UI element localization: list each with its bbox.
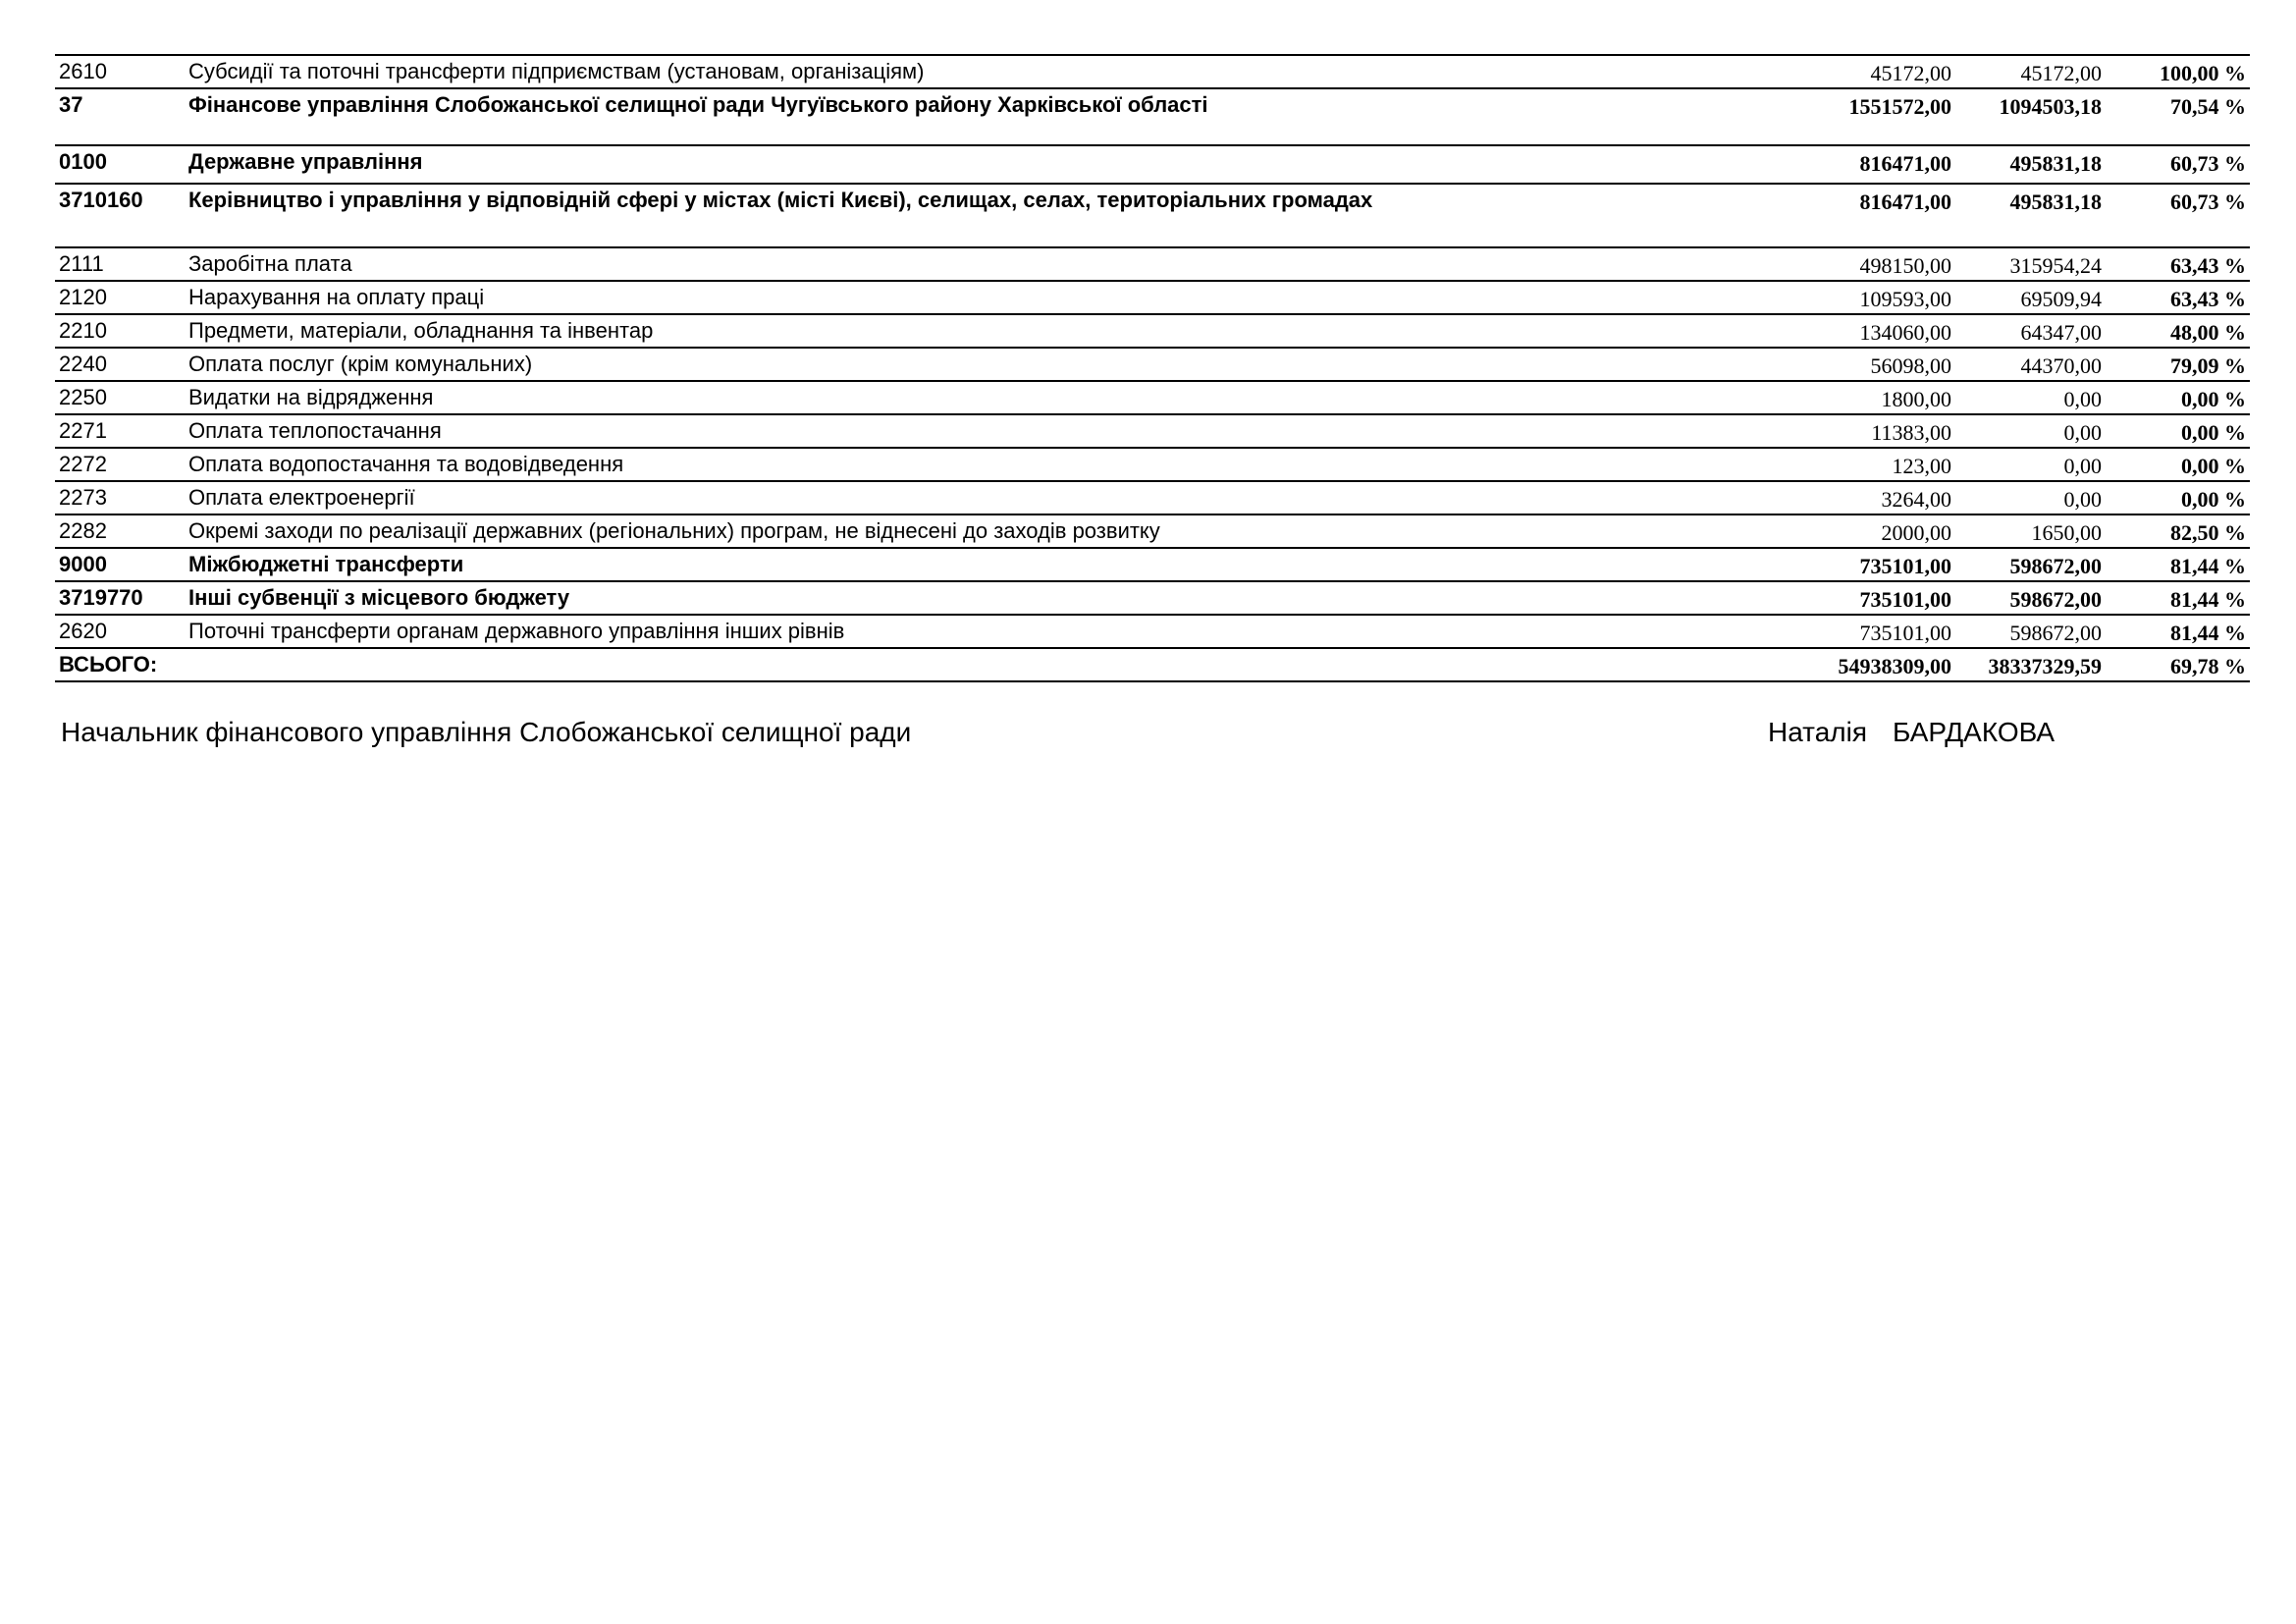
table-body: [55, 55, 2250, 681]
row-code: 2250: [59, 385, 107, 409]
row-code: ВСЬОГО:: [59, 652, 158, 677]
table-row: [55, 648, 2250, 681]
row-name: Предмети, матеріали, обладнання та інвентар: [188, 318, 654, 343]
row-plan-amount: 816471,00: [1859, 151, 1951, 176]
row-name: Оплата водопостачання та водовідведення: [188, 452, 624, 476]
row-actual-amount: 495831,18: [2009, 151, 2102, 176]
row-code: 2282: [59, 518, 107, 543]
row-plan-amount: 11383,00: [1871, 420, 1951, 445]
row-name: Видатки на відрядження: [188, 385, 434, 409]
row-actual-amount: 598672,00: [2009, 621, 2102, 645]
row-code: 2272: [59, 452, 107, 476]
budget-execution-table: [55, 54, 2250, 682]
table-row: [55, 314, 2250, 348]
row-plan-amount: 3264,00: [1881, 487, 1951, 512]
row-actual-amount: 1650,00: [2031, 520, 2102, 545]
row-actual-amount: 0,00: [2063, 420, 2102, 445]
row-percent: 79,09 %: [2170, 353, 2246, 378]
row-actual-amount: 45172,00: [2020, 61, 2102, 85]
row-percent: 0,00 %: [2181, 420, 2246, 445]
row-percent: 100,00 %: [2160, 61, 2246, 85]
row-code: 2120: [59, 285, 107, 309]
row-percent: 0,00 %: [2181, 387, 2246, 411]
row-plan-amount: 498150,00: [1859, 253, 1951, 278]
row-percent: 81,44 %: [2170, 621, 2246, 645]
table-row: [55, 348, 2250, 381]
table-row: [55, 481, 2250, 514]
row-code: 2240: [59, 352, 107, 376]
row-name: Міжбюджетні трансферти: [188, 552, 464, 576]
row-actual-amount: 598672,00: [2009, 587, 2102, 612]
row-plan-amount: 816471,00: [1859, 189, 1951, 214]
row-plan-amount: 735101,00: [1859, 554, 1951, 578]
row-plan-amount: 735101,00: [1859, 621, 1951, 645]
row-percent: 0,00 %: [2181, 487, 2246, 512]
row-percent: 82,50 %: [2170, 520, 2246, 545]
signature-position: Начальник фінансового управління Слобожанської селищної ради: [61, 717, 912, 747]
row-actual-amount: 0,00: [2063, 387, 2102, 411]
row-plan-amount: 2000,00: [1881, 520, 1951, 545]
table-row: [55, 581, 2250, 615]
row-plan-amount: 45172,00: [1870, 61, 1951, 85]
table-row: [55, 55, 2250, 88]
row-actual-amount: 38337329,59: [1988, 654, 2102, 678]
row-plan-amount: 735101,00: [1859, 587, 1951, 612]
row-plan-amount: 109593,00: [1859, 287, 1951, 311]
row-code: 0100: [59, 149, 107, 174]
row-name: Інші субвенції з місцевого бюджету: [188, 585, 570, 610]
row-name: Заробітна плата: [188, 251, 352, 276]
row-code: 2210: [59, 318, 107, 343]
row-percent: 81,44 %: [2170, 587, 2246, 612]
row-code: 3710160: [59, 188, 143, 212]
signature-last-name: БАРДАКОВА: [1892, 717, 2056, 747]
row-plan-amount: 56098,00: [1870, 353, 1951, 378]
row-name: [188, 648, 1794, 681]
row-name: Окремі заходи по реалізації державних (регіональних) програм, не віднесені до заходів розвитку: [188, 518, 1160, 543]
table-row: [55, 548, 2250, 581]
table-row: [55, 448, 2250, 481]
table-row: [55, 615, 2250, 648]
table-row: [55, 514, 2250, 548]
row-code: 9000: [59, 552, 107, 576]
row-percent: 60,73 %: [2170, 151, 2246, 176]
row-plan-amount: 134060,00: [1859, 320, 1951, 345]
row-actual-amount: 0,00: [2063, 454, 2102, 478]
signature-name: [1768, 715, 2055, 750]
table-row: [55, 281, 2250, 314]
table-row: [55, 381, 2250, 414]
table-row: [55, 414, 2250, 448]
row-percent: 0,00 %: [2181, 454, 2246, 478]
row-actual-amount: 64347,00: [2020, 320, 2102, 345]
row-code: 37: [59, 92, 83, 117]
row-name: Керівництво і управління у відповідній сфері у містах (місті Києві), селищах, селах, територіальних громадах: [188, 188, 1373, 212]
row-actual-amount: 315954,24: [2009, 253, 2102, 278]
row-actual-amount: 69509,94: [2020, 287, 2102, 311]
row-code: 2273: [59, 485, 107, 510]
row-plan-amount: 54938309,00: [1838, 654, 1951, 678]
row-actual-amount: 0,00: [2063, 487, 2102, 512]
row-percent: 63,43 %: [2170, 287, 2246, 311]
table-row: [55, 247, 2250, 281]
row-percent: 70,54 %: [2170, 94, 2246, 119]
row-name: Нарахування на оплату праці: [188, 285, 485, 309]
row-actual-amount: 495831,18: [2009, 189, 2102, 214]
row-code: 2271: [59, 418, 107, 443]
row-name: Оплата послуг (крім комунальних): [188, 352, 533, 376]
row-percent: 48,00 %: [2170, 320, 2246, 345]
row-actual-amount: 1094503,18: [1999, 94, 2102, 119]
table-row: [55, 184, 2250, 247]
row-percent: 63,43 %: [2170, 253, 2246, 278]
budget-table-container: [55, 54, 2246, 682]
row-actual-amount: 598672,00: [2009, 554, 2102, 578]
row-plan-amount: 1551572,00: [1848, 94, 1951, 119]
signature-first-name: Наталія: [1768, 717, 1867, 747]
row-name: Поточні трансферти органам державного управління інших рівнів: [188, 619, 845, 643]
row-plan-amount: 123,00: [1892, 454, 1951, 478]
row-name: Державне управління: [188, 149, 423, 174]
table-row: [55, 145, 2250, 184]
row-name: Оплата теплопостачання: [188, 418, 442, 443]
row-actual-amount: 44370,00: [2020, 353, 2102, 378]
row-code: 3719770: [59, 585, 143, 610]
row-percent: 69,78 %: [2170, 654, 2246, 678]
row-percent: 81,44 %: [2170, 554, 2246, 578]
row-name: Фінансове управління Слобожанської селищної ради Чугуївського району Харківської області: [188, 92, 1208, 117]
row-plan-amount: 1800,00: [1881, 387, 1951, 411]
row-code: 2111: [59, 251, 104, 276]
table-row: [55, 88, 2250, 145]
row-code: 2610: [59, 59, 107, 83]
row-name: Субсидії та поточні трансферти підприємствам (установам, організаціям): [188, 59, 925, 83]
row-code: 2620: [59, 619, 107, 643]
row-name: Оплата електроенергії: [188, 485, 415, 510]
row-percent: 60,73 %: [2170, 189, 2246, 214]
